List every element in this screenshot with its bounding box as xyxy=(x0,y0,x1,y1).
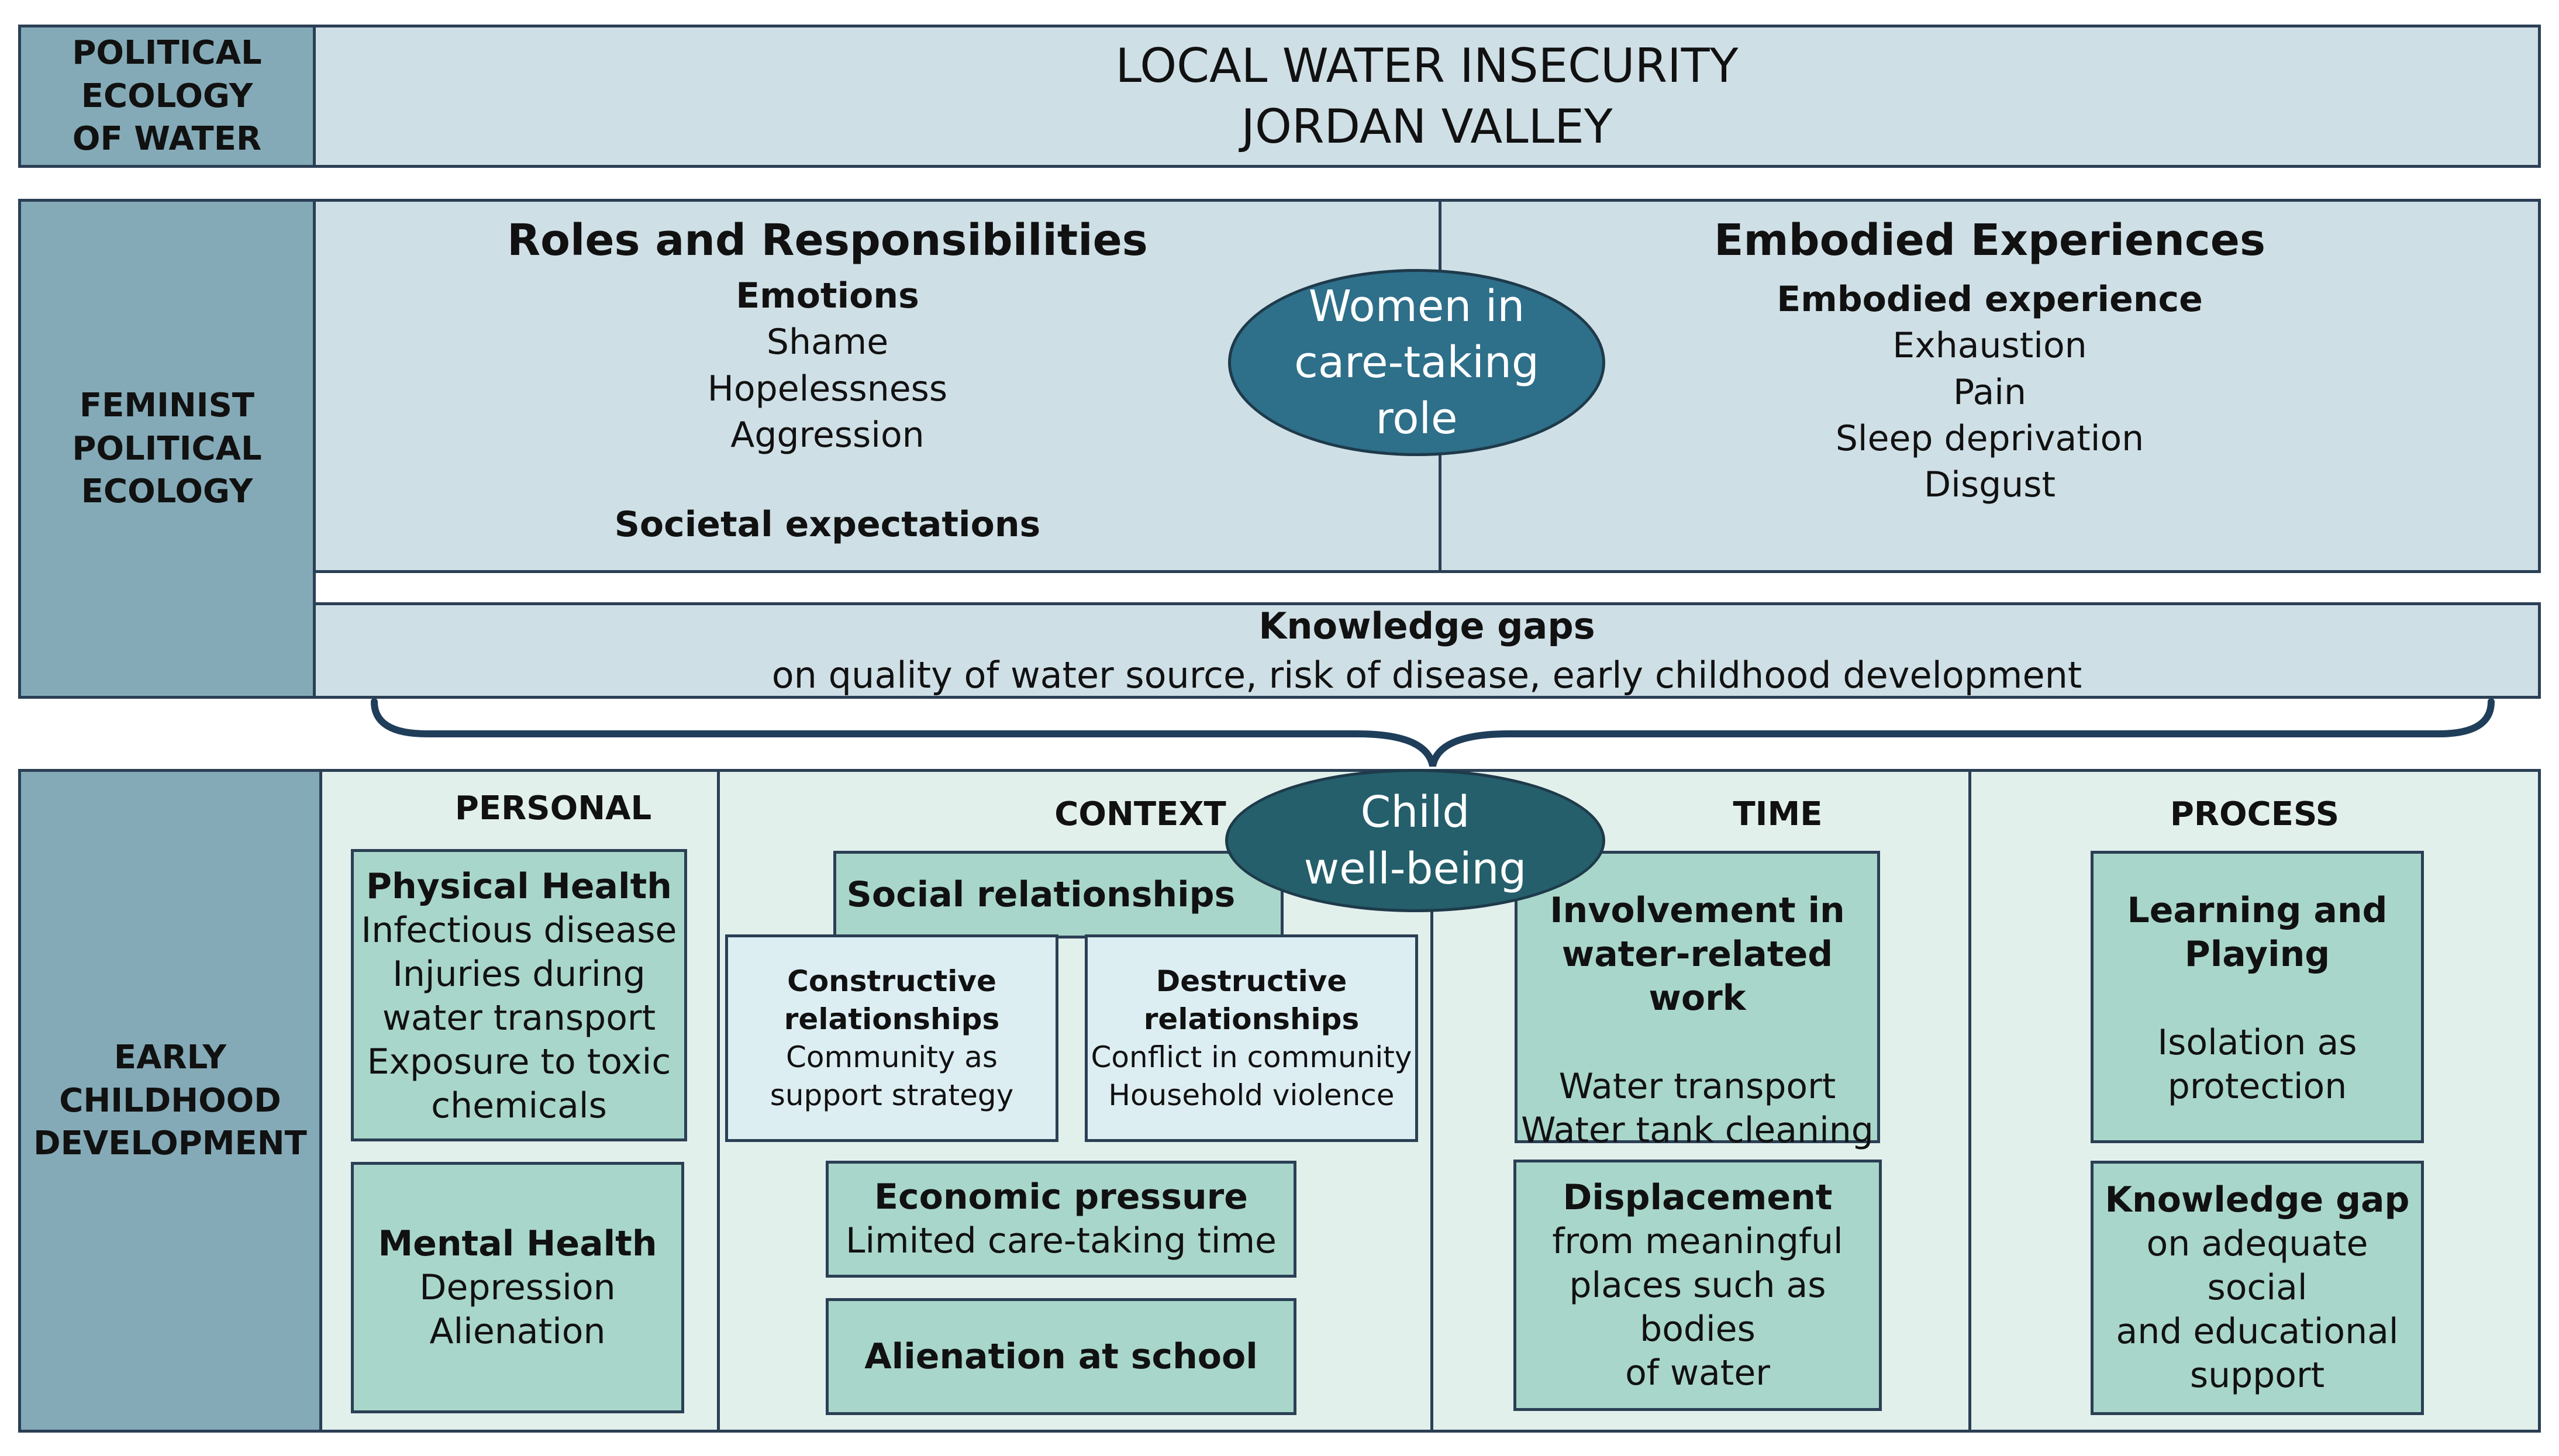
time-heading: TIME xyxy=(1733,795,1823,833)
early-childhood-development-label xyxy=(18,769,322,1433)
women-caretaking-ellipse xyxy=(1228,269,1605,456)
side-label-line: EARLY xyxy=(113,1038,227,1077)
displacement-item: places such as bodies xyxy=(1569,1264,1826,1350)
emotion-item: Aggression xyxy=(730,414,925,456)
destructive-title: relationships xyxy=(1143,1002,1360,1036)
knowledge-gaps-text: on quality of water source, risk of disease, early childhood development xyxy=(771,653,2082,696)
knowledge-gap-item: and educational xyxy=(2116,1311,2399,1352)
roles-heading: Roles and Responsibilities xyxy=(507,215,1148,265)
context-heading: CONTEXT xyxy=(1054,795,1226,833)
mental-health-title: Mental Health xyxy=(378,1223,657,1264)
title-line: JORDAN VALLEY xyxy=(1241,99,1613,154)
child-wellbeing-ellipse xyxy=(1225,769,1605,912)
learning-playing-box xyxy=(2091,851,2424,1143)
economic-pressure-box xyxy=(826,1161,1296,1278)
involvement-title: Involvement in xyxy=(1550,890,1845,931)
social-relationships-label: Social relationships xyxy=(846,874,1236,915)
side-label-line: OF WATER xyxy=(72,120,262,158)
learning-title: Learning and xyxy=(2127,890,2388,931)
displacement-item: of water xyxy=(1625,1352,1770,1393)
physical-health-item: chemicals xyxy=(431,1085,607,1126)
knowledge-gap-title: Knowledge gap xyxy=(2105,1179,2410,1220)
physical-health-title: Physical Health xyxy=(366,866,672,907)
constructive-item: Community as xyxy=(786,1040,998,1074)
personal-heading: PERSONAL xyxy=(454,789,652,827)
embodied-subheading: Embodied experience xyxy=(1777,279,2203,320)
side-label-line: ECOLOGY xyxy=(81,472,253,511)
side-label-line: DEVELOPMENT xyxy=(33,1124,307,1163)
learning-item: protection xyxy=(2167,1066,2347,1107)
constructive-item: support strategy xyxy=(770,1078,1014,1112)
learning-title: Playing xyxy=(2184,934,2330,975)
embodied-heading: Embodied Experiences xyxy=(1714,215,2265,265)
water-insecurity-title xyxy=(313,25,2541,168)
destructive-item: Household violence xyxy=(1108,1078,1395,1112)
side-label-line: ECOLOGY xyxy=(81,77,253,115)
destructive-relationships-box xyxy=(1085,934,1418,1142)
emotions-heading: Emotions xyxy=(736,275,919,317)
destructive-title: Destructive xyxy=(1156,964,1347,998)
displacement-box xyxy=(1513,1160,1882,1411)
economic-pressure-title: Economic pressure xyxy=(874,1176,1248,1217)
side-label-line: POLITICAL xyxy=(72,33,262,72)
physical-health-item: Exposure to toxic xyxy=(367,1041,671,1082)
involvement-item: Water tank cleaning xyxy=(1521,1110,1874,1151)
alienation-at-school-label: Alienation at school xyxy=(864,1336,1258,1377)
ellipse-line: role xyxy=(1375,394,1458,444)
side-label-line: POLITICAL xyxy=(72,429,262,468)
mental-health-item: Depression xyxy=(419,1267,616,1308)
displacement-item: from meaningful xyxy=(1552,1220,1843,1262)
title-line: LOCAL WATER INSECURITY xyxy=(1115,38,1739,93)
emotion-item: Shame xyxy=(766,322,889,363)
constructive-title: relationships xyxy=(784,1002,1000,1036)
ellipse-line: Child xyxy=(1360,787,1470,838)
knowledge-gap-item: on adequate social xyxy=(2146,1223,2368,1308)
knowledge-gap-item: support xyxy=(2189,1355,2325,1396)
physical-health-box xyxy=(351,849,687,1141)
embodied-experiences-panel xyxy=(1439,199,2541,573)
embodied-item: Pain xyxy=(1953,371,2026,413)
destructive-item: Conflict in community xyxy=(1091,1040,1412,1074)
physical-health-item: Injuries during xyxy=(392,954,646,995)
knowledge-gaps-heading: Knowledge gaps xyxy=(1258,604,1595,647)
embodied-item: Exhaustion xyxy=(1892,325,2087,367)
feminist-political-ecology-label xyxy=(18,199,316,699)
social-relationships-box xyxy=(833,851,1284,939)
alienation-at-school-box xyxy=(826,1298,1296,1415)
involvement-item: Water transport xyxy=(1558,1066,1836,1107)
knowledge-gap-box xyxy=(2091,1161,2424,1415)
curly-brace-connector xyxy=(363,699,2503,781)
physical-health-item: Infectious disease xyxy=(361,910,677,951)
economic-pressure-text: Limited care-taking time xyxy=(846,1220,1277,1261)
emotion-item: Hopelessness xyxy=(707,368,948,409)
side-label-line: FEMINIST xyxy=(79,386,255,425)
constructive-relationships-box xyxy=(725,934,1058,1142)
political-ecology-label xyxy=(18,25,316,168)
displacement-title: Displacement xyxy=(1563,1176,1833,1218)
involvement-box xyxy=(1515,851,1880,1151)
physical-health-item: water transport xyxy=(382,998,656,1038)
ellipse-line: care-taking xyxy=(1294,337,1539,388)
mental-health-box xyxy=(351,1162,684,1413)
knowledge-gaps-bar xyxy=(313,602,2541,699)
learning-item: Isolation as xyxy=(2157,1022,2357,1063)
ellipse-line: Women in xyxy=(1308,281,1525,332)
constructive-title: Constructive xyxy=(787,964,996,998)
involvement-title: water-related work xyxy=(1561,934,1833,1019)
ellipse-line: well-being xyxy=(1303,843,1527,894)
side-label-line: CHILDHOOD xyxy=(59,1081,281,1120)
societal-expectations: Societal expectations xyxy=(614,503,1041,545)
embodied-item: Sleep deprivation xyxy=(1835,418,2144,459)
process-heading: PROCESS xyxy=(2170,795,2340,833)
embodied-item: Disgust xyxy=(1923,464,2056,505)
mental-health-item: Alienation xyxy=(429,1310,606,1352)
